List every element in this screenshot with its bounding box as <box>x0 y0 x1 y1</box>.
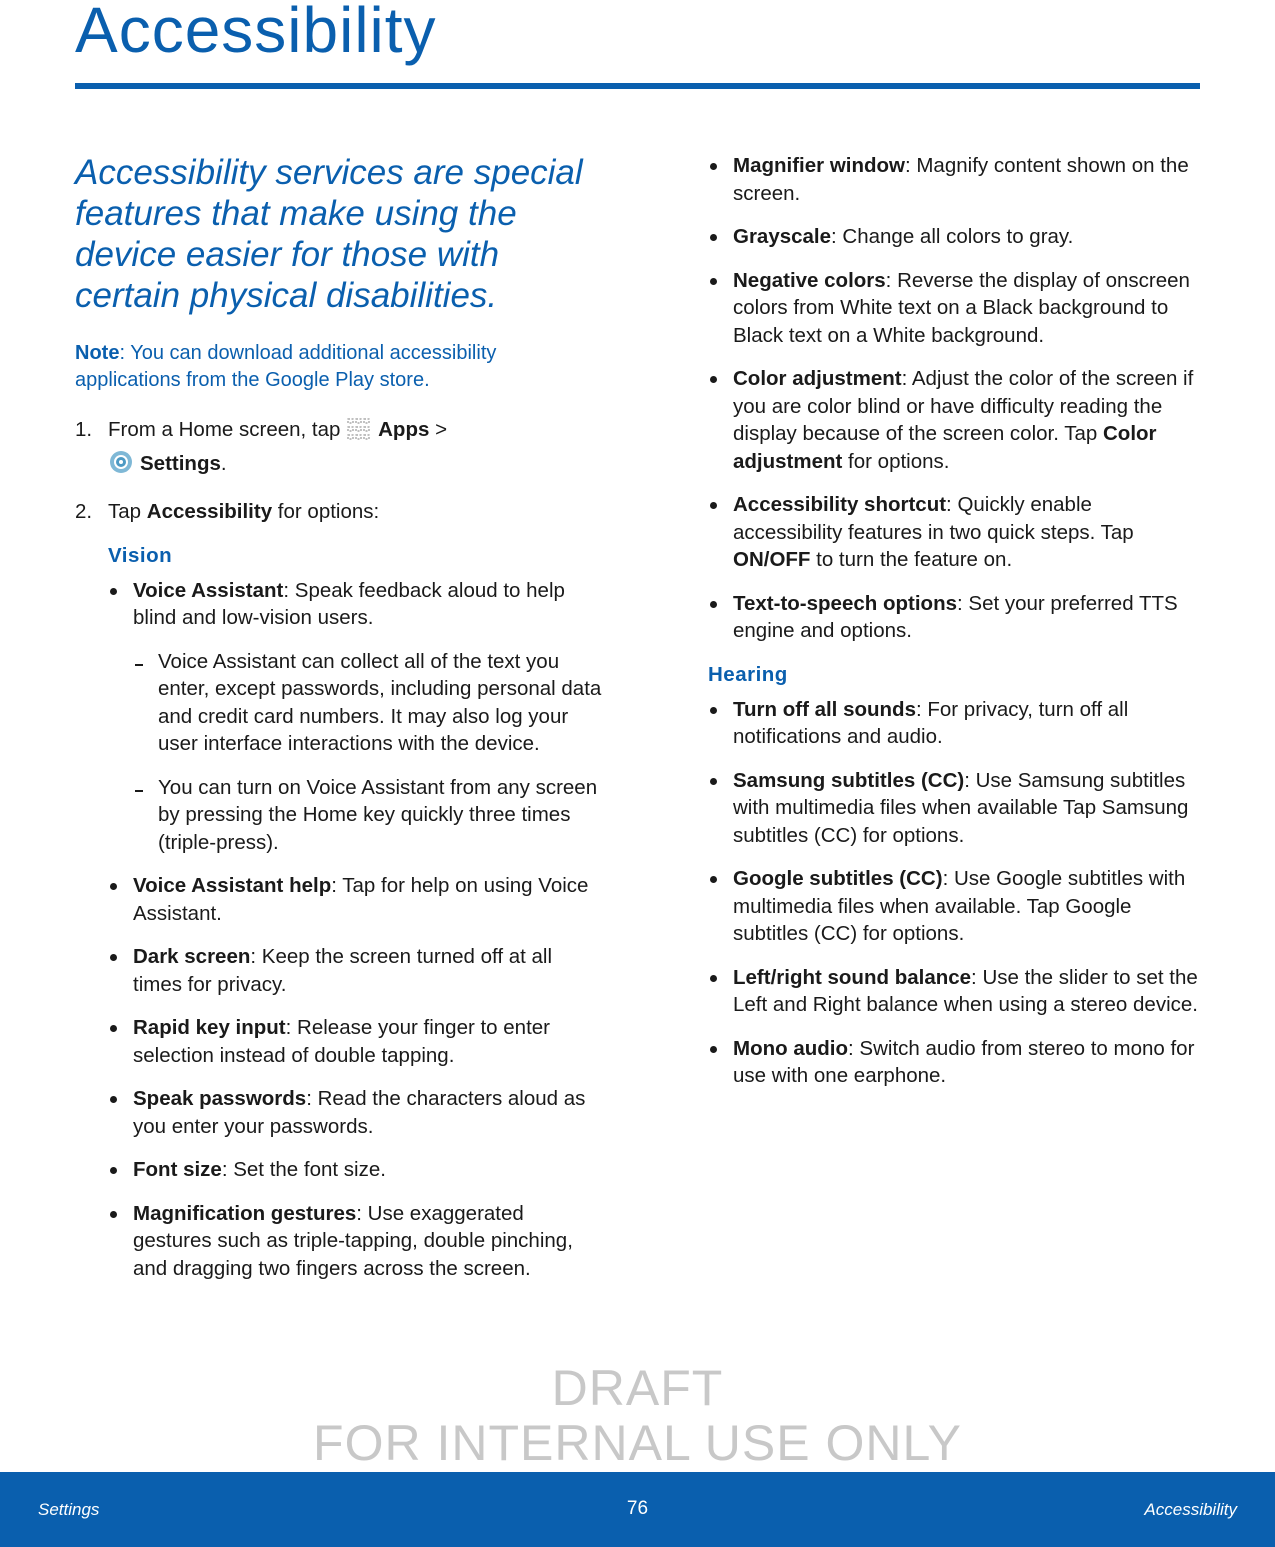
sub-item <box>133 648 605 758</box>
item-text: : For privacy, turn off all notifications and audio. <box>733 697 1129 748</box>
list-item <box>708 223 1203 251</box>
bullet <box>710 707 717 714</box>
bullet <box>110 1025 117 1032</box>
item-text: : Use the slider to set the Left and Right balance when using a stereo device. <box>733 965 1198 1016</box>
item-text: to turn the feature on. <box>810 548 1013 571</box>
dash <box>135 790 143 792</box>
bullet <box>110 883 117 890</box>
section-heading-vision: Vision <box>108 543 173 567</box>
item-text: : Use Samsung subtitles with multimedia files when available Tap Samsung subtitles (CC) for options. <box>733 768 1189 847</box>
item-term: Dark screen <box>133 945 251 968</box>
sub-item <box>133 774 605 857</box>
bullet <box>710 1046 717 1053</box>
title-rule <box>75 83 1200 89</box>
bullet <box>710 502 717 509</box>
bullet <box>710 778 717 785</box>
item-term: Grayscale <box>733 225 832 248</box>
item-term: Voice Assistant <box>133 578 284 602</box>
bullet <box>710 278 717 285</box>
item-term: Speak passwords <box>133 1087 307 1110</box>
list-item <box>108 1014 605 1069</box>
right-column <box>708 152 1203 1106</box>
sub-list <box>133 648 605 857</box>
bullet <box>110 1096 117 1103</box>
item-text: : Magnify content shown on the screen. <box>733 154 1189 205</box>
footer-chapter: Accessibility <box>1144 1500 1237 1519</box>
sub-text: You can turn on Voice Assistant from any screen by pressing the Home key quickly three times (triple-press). <box>158 775 598 854</box>
bullet <box>110 1211 117 1218</box>
item-text: : Quickly enable accessibility features in two quick steps. Tap <box>733 493 1134 544</box>
list-item <box>108 943 605 998</box>
list-item <box>108 872 605 927</box>
item-text: : Reverse the display of onscreen colors from White text on a Black background to Black text on a White background. <box>733 268 1190 347</box>
intro-text: Accessibility services are special features that make using the device easier for those with certain physical disabilities. <box>75 153 583 315</box>
page-number: 76 <box>626 1498 649 1519</box>
item-term: Color adjustment <box>733 367 902 390</box>
item-text: : Set the font size. <box>221 1158 386 1181</box>
item-text: for options. <box>842 449 950 473</box>
accessibility-label: Accessibility <box>146 500 273 523</box>
list-item <box>708 767 1203 850</box>
item-term: Rapid key input <box>133 1016 286 1039</box>
bullet <box>710 601 717 608</box>
item-text: : Use Google subtitles with multimedia files when available. Tap Google subtitles (CC) for options. <box>733 867 1186 945</box>
list-item <box>708 696 1203 751</box>
item-term: Color adjustment <box>733 422 1157 473</box>
item-term: Mono audio <box>733 1036 849 1060</box>
step-separator: > <box>429 418 448 441</box>
step-text: Tap <box>108 500 142 523</box>
bullet <box>110 588 117 595</box>
step-end: . <box>220 451 227 475</box>
list-item <box>708 152 1203 207</box>
vision-list-continued <box>708 152 1203 645</box>
item-text: : Speak feedback aloud to help blind and low-vision users. <box>133 578 565 629</box>
item-term: Negative colors <box>733 268 886 292</box>
bullet <box>710 876 717 883</box>
item-term: Font size <box>133 1158 222 1181</box>
bullet <box>110 1167 117 1174</box>
item-text: : Set your preferred TTS engine and options. <box>733 591 1178 642</box>
step-item <box>75 416 605 482</box>
settings-gear-icon <box>108 449 134 483</box>
settings-label: Settings <box>140 451 221 475</box>
apps-grid-icon <box>346 417 372 449</box>
note <box>75 340 605 394</box>
footer-section: Settings <box>38 1500 100 1519</box>
step-text: for options: <box>272 500 380 523</box>
bullet <box>710 163 717 170</box>
item-term: Accessibility shortcut <box>733 493 947 516</box>
item-text: : Use exaggerated gestures such as triple-tapping, double pinching, and dragging two fingers across the screen. <box>133 1201 573 1280</box>
bullet <box>710 234 717 241</box>
step-item <box>75 498 605 526</box>
hearing-list <box>708 696 1203 1090</box>
section-heading-hearing: Hearing <box>708 662 788 686</box>
item-text: : Release your finger to enter selection instead of double tapping. <box>133 1016 551 1067</box>
item-text: : Keep the screen turned off at all times for privacy. <box>133 945 553 996</box>
list-item <box>708 964 1203 1019</box>
left-column <box>75 150 605 1298</box>
item-term: Turn off all sounds <box>733 697 916 721</box>
bullet <box>110 954 117 961</box>
item-text: : Switch audio from stereo to mono for use with one earphone. <box>733 1036 1195 1087</box>
bullet <box>710 376 717 383</box>
list-item <box>108 577 605 857</box>
item-term: Magnification gestures <box>133 1201 357 1225</box>
watermark-draft: DRAFT <box>551 1360 724 1416</box>
step-number: 2. <box>75 500 93 523</box>
list-item <box>108 1085 605 1140</box>
list-item <box>708 865 1203 948</box>
dash <box>135 664 143 666</box>
item-term: Google subtitles (CC) <box>733 867 943 890</box>
list-item <box>708 491 1203 574</box>
item-term: Samsung subtitles (CC) <box>733 768 965 792</box>
list-item <box>708 267 1203 350</box>
watermark-internal: FOR INTERNAL USE ONLY <box>313 1415 962 1471</box>
step-number: 1. <box>75 418 93 441</box>
apps-label: Apps <box>378 418 430 441</box>
item-text: : Read the characters aloud as you enter your passwords. <box>133 1087 586 1138</box>
item-term: Text-to-speech options <box>733 591 957 615</box>
bullet <box>710 975 717 982</box>
item-text: : Change all colors to gray. <box>831 225 1074 248</box>
item-term: Voice Assistant help <box>133 874 332 897</box>
steps-list <box>75 416 605 526</box>
list-item <box>708 590 1203 645</box>
item-term: Magnifier window <box>733 154 905 177</box>
page-title: Accessibility <box>75 0 437 66</box>
list-item <box>708 365 1203 475</box>
sub-text: Voice Assistant can collect all of the text you enter, except passwords, including personal data and credit card numbers. It may also log your user interface interactions with the device. <box>158 649 602 755</box>
list-item <box>108 1156 605 1184</box>
footer-bar <box>0 1472 1275 1547</box>
note-text: : You can download additional accessibility applications from the Google Play store. <box>75 342 497 391</box>
vision-list <box>108 577 605 1283</box>
step-text: From a Home screen, tap <box>108 418 341 441</box>
item-text: : Adjust the color of the screen if you are color blind or have difficulty reading the display because of the screen color. Tap <box>733 367 1194 445</box>
note-label: Note <box>75 342 120 364</box>
list-item <box>108 1200 605 1283</box>
item-text: : Tap for help on using Voice Assistant. <box>133 874 589 925</box>
list-item <box>708 1035 1203 1090</box>
item-term: ON/OFF <box>733 548 811 571</box>
item-term: Left/right sound balance <box>733 965 972 989</box>
